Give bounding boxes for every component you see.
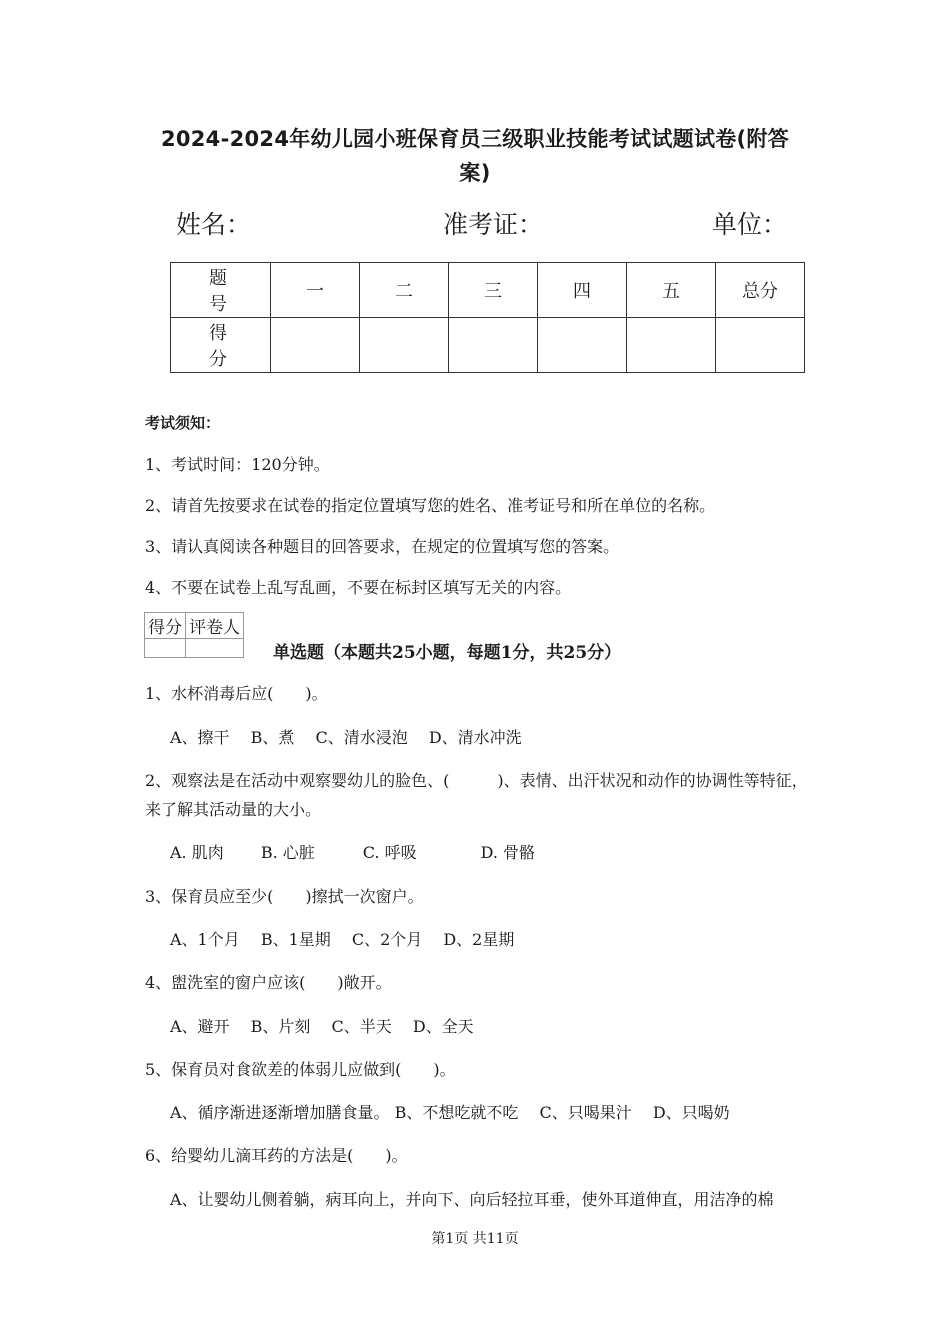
question-4: 4、盥洗室的窗户应该( )敞开。 <box>145 973 392 992</box>
score-table-col-2: 二 <box>360 263 449 318</box>
score-table-col-3: 三 <box>449 263 538 318</box>
score-table-row-label: 得 分 <box>171 318 271 373</box>
grader-reviewer-label: 评卷人 <box>186 613 244 639</box>
score-cell-5[interactable] <box>627 318 716 373</box>
score-cell-2[interactable] <box>360 318 449 373</box>
section-title: 单选题（本题共25小题，每题1分，共25分） <box>273 643 622 663</box>
score-table-header-row <box>171 263 805 318</box>
name-field-label: 姓名： <box>176 210 252 239</box>
score-cell-1[interactable] <box>271 318 360 373</box>
score-table <box>170 262 805 373</box>
score-cell-total[interactable] <box>716 318 805 373</box>
unit-field-label: 单位： <box>712 210 788 239</box>
score-table-col-total: 总分 <box>716 263 805 318</box>
notice-item-4: 4、不要在试卷上乱写乱画，不要在标封区填写无关的内容。 <box>145 578 572 597</box>
page-footer: 第1页 共11页 <box>431 1231 519 1247</box>
question-5-options: A、循序渐进逐渐增加膳食量。 B、不想吃就不吃 C、只喝果汁 D、只喝奶 <box>170 1103 730 1122</box>
grader-reviewer-cell[interactable] <box>186 639 244 658</box>
score-cell-4[interactable] <box>538 318 627 373</box>
score-cell-3[interactable] <box>449 318 538 373</box>
question-1: 1、水杯消毒后应( )。 <box>145 684 328 703</box>
question-3-options: A、1个月 B、1星期 C、2个月 D、2星期 <box>170 930 515 949</box>
question-6-options: A、让婴幼儿侧着躺，病耳向上，并向下、向后轻拉耳垂，使外耳道伸直，用洁净的棉 <box>170 1190 774 1209</box>
exam-title-line2: 案) <box>459 161 491 185</box>
question-5: 5、保育员对食欲差的体弱儿应做到( )。 <box>145 1060 456 1079</box>
grader-score-label: 得分 <box>145 613 186 639</box>
grader-box <box>144 612 244 658</box>
notice-item-3: 3、请认真阅读各种题目的回答要求，在规定的位置填写您的答案。 <box>145 537 620 556</box>
question-4-options: A、避开 B、片刻 C、半天 D、全天 <box>170 1017 474 1036</box>
score-table-col-5: 五 <box>627 263 716 318</box>
question-3: 3、保育员应至少( )擦拭一次窗户。 <box>145 887 424 906</box>
question-2-continued: 来了解其活动量的大小。 <box>145 800 322 819</box>
question-6: 6、给婴幼儿滴耳药的方法是( )。 <box>145 1146 408 1165</box>
grader-score-cell[interactable] <box>145 639 186 658</box>
exam-id-field-label: 准考证： <box>443 210 544 239</box>
notice-item-2: 2、请首先按要求在试卷的指定位置填写您的姓名、准考证号和所在单位的名称。 <box>145 496 716 515</box>
notice-item-1: 1、考试时间：120分钟。 <box>145 455 330 474</box>
score-table-header-label: 题 号 <box>171 263 271 318</box>
exam-title-line1: 2024-2024年幼儿园小班保育员三级职业技能考试试题试卷(附答 <box>160 127 790 151</box>
notice-heading: 考试须知： <box>145 414 221 432</box>
question-2-options: A. 肌肉 B. 心脏 C. 呼吸 D. 骨骼 <box>170 843 536 862</box>
score-table-col-1: 一 <box>271 263 360 318</box>
score-table-col-4: 四 <box>538 263 627 318</box>
question-1-options: A、擦干 B、煮 C、清水浸泡 D、清水冲洗 <box>170 728 522 747</box>
score-table-score-row <box>171 318 805 373</box>
question-2: 2、观察法是在活动中观察婴幼儿的脸色、( )、表情、出汗状况和动作的协调性等特征， <box>145 771 808 790</box>
